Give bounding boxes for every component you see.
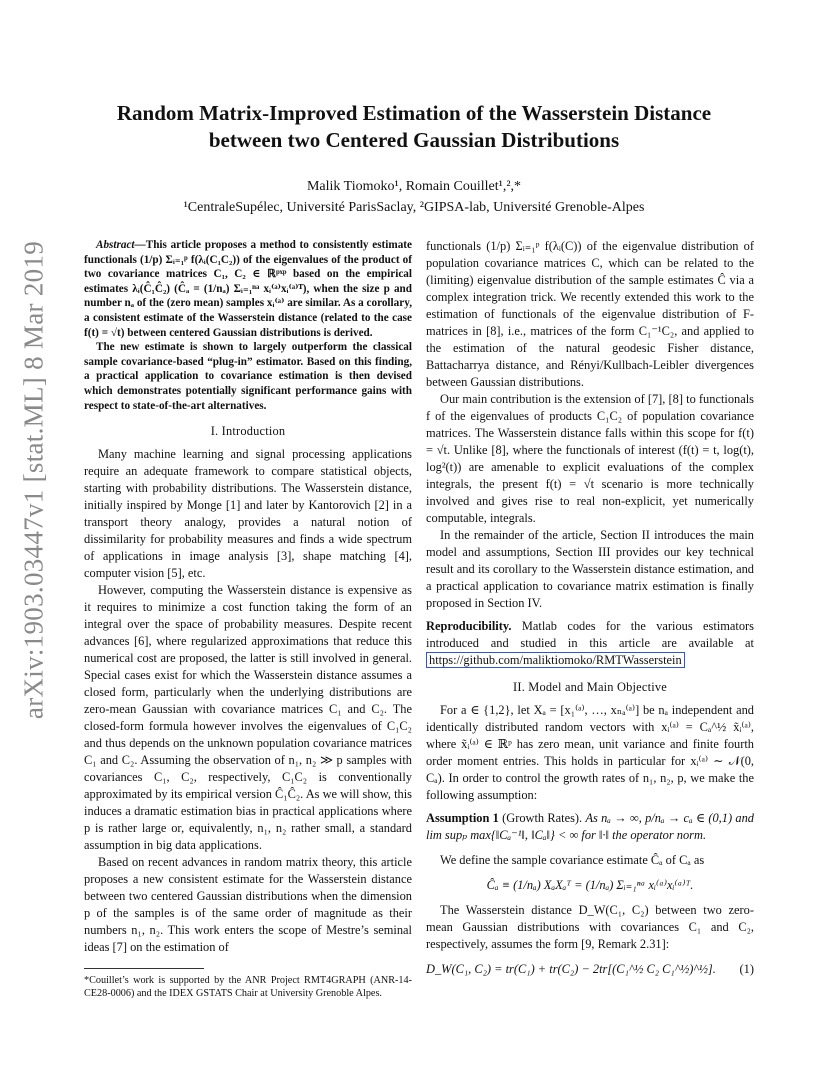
affiliations: ¹CentraleSupélec, Université ParisSaclay, ²GIPSA-lab, Université Grenoble-Alpes — [183, 200, 645, 215]
arxiv-identifier: arXiv:1903.03447v1 [stat.ML] 8 Mar 2019 — [18, 240, 49, 720]
repository-link[interactable]: https://github.com/maliktiomoko/RMTWasserstein — [426, 652, 685, 668]
left-column — [84, 238, 412, 956]
intro-paragraph-3: Based on recent advances in random matrix theory, this article proposes a new consistent estimate for the Wasserstein distance between two centered Gaussian distributions when the dimension p of the samples is of the same order of magnitude as their numbers n₁, n₂. This work enters the scope of Mestre’s seminal ideas [7] on the estimation of — [84, 855, 412, 955]
intro-paragraph-1: Many machine learning and signal processing applications require an adequate framework to compare statistical objects, starting with probability distributions. The Wasserstein distance, initially inspired by Monge [1] and later by Kantorovich [2] in a transport theory analogy, provides a natural notion of dissimilarity for probability measures and finds a wide spectrum of applications in image analysis [3], shape matching [4], computer vision [5], etc. — [84, 447, 412, 581]
footnote: *Couillet’s work is supported by the ANR Project RMT4GRAPH (ANR-14-CE28-0006) and the IDEX GSTATS Chair at University Grenoble Alpes. — [84, 975, 412, 999]
author-block — [60, 176, 768, 218]
equation-wasserstein-body: D_W(C₁, C₂) = tr(C₁) + tr(C₂) − 2tr[(C₁^½ C₂ C₁^½)^½]. — [426, 962, 716, 976]
abstract-label: Abstract— — [96, 239, 146, 251]
footnote-rule — [84, 968, 204, 969]
title-line-1: Random Matrix-Improved Estimation of the Wasserstein Distance — [116, 101, 712, 125]
section-heading-model: II. Model and Main Objective — [513, 680, 667, 694]
model-paragraph: For a ∈ {1,2}, let Xₐ = [x₁⁽ᵃ⁾, …, xₙₐ⁽ᵃ⁾] be nₐ independent and identically distributed random vectors with xᵢ⁽ᵃ⁾ = Cₐ^½ x̃ᵢ⁽ᵃ⁾, where x̃ᵢ⁽ᵃ⁾ ∈ ℝᵖ has zero mean, unit variance and finite fourth order moment entries. This holds in particular for xᵢ⁽ᵃ⁾ ∼ 𝒩(0, Cₐ). In order to control the growth rates of n₁, n₂, p, we make the following assumption: — [426, 703, 754, 802]
reproducibility-paragraph — [426, 618, 754, 669]
right-column — [426, 238, 754, 986]
right-paragraph-1: functionals (1/p) Σᵢ₌₁ᵖ f(λᵢ(C)) of the eigenvalue distribution of population covariance matrices C, which can be related to the (limiting) eigenvalue distribution of the sample estimates Ĉ via a complex integration trick. We recently extended this work to the estimation of functionals of the eigenvalue distribution of F-matrices in [8], i.e., matrices of the form C₁⁻¹C₂, and applied to the estimation of the natural geodesic Fisher distance, Battacharrya distance, and Rényi/Kullbach-Leibler divergences between Gaussian distributions. — [426, 239, 754, 389]
assumption-1 — [426, 810, 754, 844]
right-paragraph-2: Our main contribution is the extension of [7], [8] to functionals f of the eigenvalues of products C₁C₂ of population covariance matrices. The Wasserstein distance falls within this scope for f(t) = √t. Unlike [8], where the functionals of interest (f(t) = t, log(t), log²(t)) are amenable to explicit evaluations of the complex integrals, the present f(t) = √t scenario is more technically involved and gives rise to real non-explicit, yet numerically computable, integrals. — [426, 392, 754, 525]
assumption-label: Assumption 1 — [426, 811, 499, 825]
section-heading-introduction: I. Introduction — [210, 424, 286, 439]
equation-sample-covariance: Ĉₐ ≡ (1/nₐ) XₐXₐᵀ = (1/nₐ) Σᵢ₌₁ⁿᵃ xᵢ⁽ᵃ⁾xᵢ⁽ᵃ⁾ᵀ. — [486, 878, 694, 892]
reproducibility-text: Matlab codes for the various estimators introduced and studied in this article are available at — [426, 619, 754, 650]
assumption-name: (Growth Rates). — [502, 811, 583, 825]
paper-title — [60, 100, 768, 154]
reproducibility-label: Reproducibility. — [426, 619, 512, 633]
abstract-p1: This article proposes a method to consistently estimate functionals (1/p) Σᵢ₌₁ᵖ f(λᵢ(C₁C₂)) of the eigenvalues of the product of two covariance matrices C₁, C₂ ∈ ℝᵖˣᵖ based on the empirical estimates λᵢ(Ĉ₁Ĉ₂) (Ĉₐ = (1/nₐ) Σᵢ₌₁ⁿᵃ xᵢ⁽ᵃ⁾xᵢ⁽ᵃ⁾ᵀ), when the size p and number nₐ of the (zero mean) samples xᵢ⁽ᵃ⁾ are similar. As a corollary, a consistent estimate of the Wasserstein distance (related to the case f(t) = √t) between centered Gaussian distributions is derived. — [84, 239, 412, 339]
abstract-p2: The new estimate is shown to largely outperform the classical sample covariance-based “plug-in” estimator. Based on this finding, a practical application to covariance estimation is then devised which demonstrates potentially significant performance gains with respect to state-of-the-art alternatives. — [84, 341, 412, 412]
assumption-text: As nₐ → ∞, p/nₐ → cₐ ∈ (0,1) and lim supₚ max{‖Cₐ⁻¹‖, ‖Cₐ‖} < ∞ for ‖·‖ the operator norm. — [426, 811, 754, 842]
abstract — [84, 238, 412, 413]
authors: Malik Tiomoko¹, Romain Couillet¹,²,* — [306, 179, 522, 194]
right-paragraph-3: In the remainder of the article, Section II introduces the main model and assumptions, Section III provides our key technical result and its corollary to the Wasserstein distance estimation, and a practical application to covariance matrix estimation is finally proposed in Section IV. — [426, 528, 754, 610]
sample-covariance-intro: We define the sample covariance estimate Ĉₐ of Cₐ as — [440, 853, 705, 867]
wasserstein-paragraph: The Wasserstein distance D_W(C₁, C₂) between two zero-mean Gaussian distributions with covariances C₁ and C₂, respectively, assumes the form [9, Remark 2.31]: — [426, 903, 754, 951]
equation-number: (1) — [739, 962, 754, 976]
arxiv-sidebar — [12, 240, 56, 720]
intro-paragraph-2: However, computing the Wasserstein distance is expensive as it requires to minimize a cost function taking the form of an integral over the space of probability measures. Despite recent advances [6], where regularized approximations that reduce this numerical cost are proposed, the latter is still involved in general. Special cases exist for which the Wasserstein distance assumes a closed form, particularly when the underlying distributions are zero-mean Gaussian with covariance matrices C₁ and C₂. The closed-form formula however involves the eigenvalues of C₁C₂ and thus depends on the unknown population covariance matrices C₁ and C₂. Assuming the observation of n₁, n₂ ≫ p samples with covariances C₁, C₂, respectively, C₁C₂ is conventionally approximated by its empirical version Ĉ₁Ĉ₂. As we will show, this induces a dramatic estimation bias in practical applications where p is rather large or, equivalently, n₁, n₂ rather small, a standard assumption in big data applications. — [84, 583, 412, 853]
equation-wasserstein — [426, 961, 754, 978]
title-line-2: between two Centered Gaussian Distributions — [208, 128, 620, 152]
